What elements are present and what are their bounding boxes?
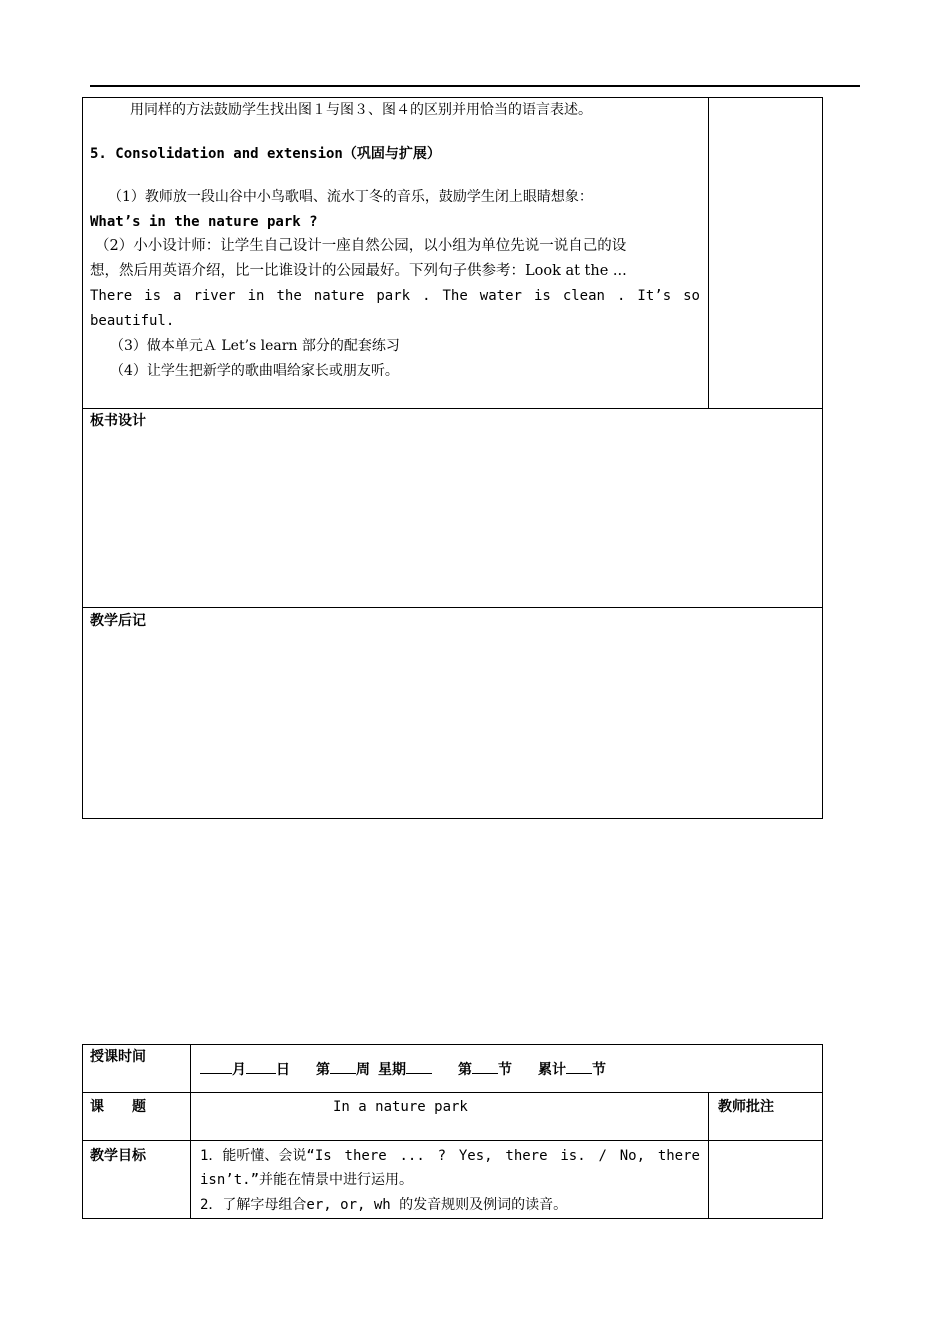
table-border [82,1140,823,1141]
topic-value: In a nature park [333,1099,468,1115]
goal-1 [200,1146,700,1166]
activity-item-2-example [90,286,700,306]
example-word: nature [313,288,365,304]
example-word: . [422,288,431,304]
table-border [82,1044,823,1045]
table-border [708,1092,709,1219]
goal-word: 1．能听懂、会说“Is [200,1148,332,1164]
example-word: a [173,288,182,304]
table-border [82,1218,823,1219]
example-word: park [376,288,411,304]
cumulative-blank [566,1059,592,1074]
activity-item-2: （2）小小设计师：让学生自己设计一座自然公园，以小组为单位先说一说自己的设 [95,238,627,254]
header-rule [90,85,860,87]
table-border [82,97,83,819]
cumulative-label: 累计 [538,1062,566,1078]
teacher-note-label: 教师批注 [718,1099,774,1115]
table-border [822,1044,823,1219]
activity-item-2-cont [90,261,627,281]
goals-label: 教学目标 [90,1148,146,1164]
board-design-label: 板书设计 [90,413,146,429]
example-word: water [479,288,522,304]
activity-item-4: （4）让学生把新学的歌曲唱给家长或朋友听。 [110,363,399,379]
table-border [82,408,823,409]
cumulative-unit: 节 [592,1062,606,1078]
table-border [82,818,823,819]
month-unit: 月 [232,1062,246,1078]
example-word: in [247,288,265,304]
example-word: is [144,288,162,304]
example-word: There [90,288,133,304]
example-word: so [683,288,700,304]
time-label: 授课时间 [90,1049,146,1065]
goal-2: 2．了解字母组合er, or, wh 的发音规则及例词的读音。 [200,1197,568,1213]
table-border [82,607,823,608]
goal-word: / [598,1148,607,1164]
goal-word: is. [560,1148,586,1164]
goal-word: No, [619,1148,646,1164]
goal-1-cont: isn’t.”并能在情景中进行运用。 [200,1172,414,1188]
activity-item-1: （1）教师放一段山谷中小鸟歌唱、流水丁冬的音乐，鼓励学生闭上眼睛想象： [108,189,593,205]
table-border [822,97,823,819]
goal-word: there [344,1148,387,1164]
day-unit: 日 [276,1062,290,1078]
period-blank [472,1059,498,1074]
weekday-label: 星期 [378,1062,406,1078]
activity-item-2-example-end: beautiful. [90,313,175,329]
week-prefix: 第 [316,1062,330,1078]
section-heading: 5. Consolidation and extension（巩固与扩展） [90,146,441,162]
reflection-label: 教学后记 [90,613,146,629]
example-word: river [193,288,236,304]
week-unit: 周 [356,1062,370,1078]
example-word: . [616,288,626,304]
period-prefix: 第 [458,1062,472,1078]
table-border [708,97,709,408]
example-word: is [533,288,551,304]
table-border [82,1092,823,1093]
goal-word: ... [399,1148,425,1164]
weekday-blank [406,1059,432,1074]
example-word: the [276,288,302,304]
example-word: The [442,288,468,304]
activity-item-1-question: What’s in the nature park ? [90,214,318,230]
week-blank [330,1059,356,1074]
activity-item-3: （3）做本单元Ａ Let’s learn 部分的配套练习 [110,338,400,354]
example-word: clean [562,288,605,304]
goal-word: there [505,1148,548,1164]
goal-word: Yes, [458,1148,493,1164]
period-unit: 节 [498,1062,512,1078]
table-border [82,1044,83,1219]
schedule-line [200,1059,606,1080]
table-border [190,1044,191,1219]
day-blank [246,1059,276,1074]
topic-label: 课 题 [90,1099,146,1115]
example-word: It’s [637,288,672,304]
table-border [82,97,823,98]
activity-item-2-cont-text: 想，然后用英语介绍，比一比谁设计的公园最好。下列句子供参考：Look at the ... [90,263,627,279]
method-paragraph: 用同样的方法鼓励学生找出图１与图３、图４的区别并用恰当的语言表述。 [130,102,592,118]
month-blank [200,1059,232,1074]
goal-word: ? [437,1148,447,1164]
goal-word: there [657,1148,700,1164]
